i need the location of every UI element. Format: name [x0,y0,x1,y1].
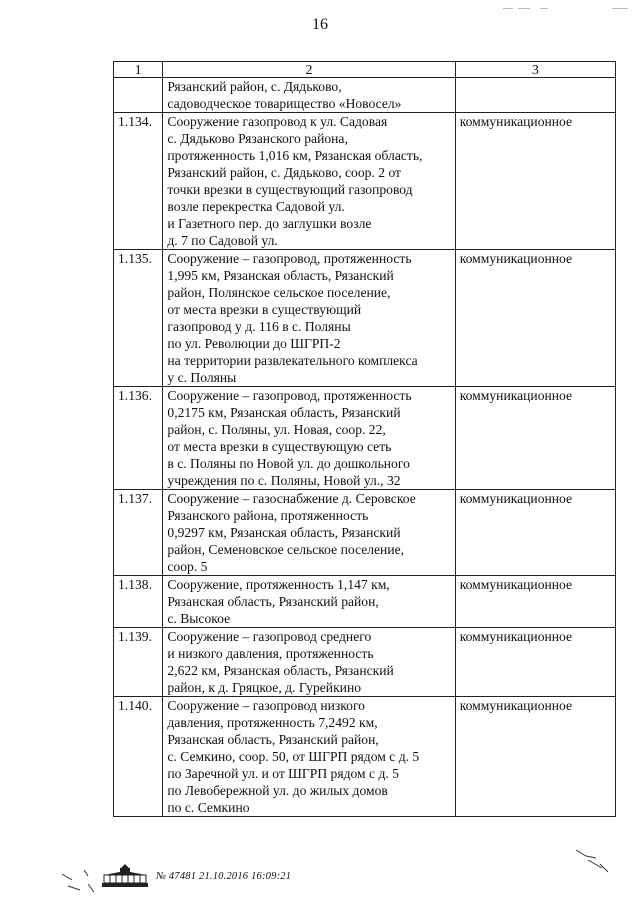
page-number: 16 [312,16,328,33]
right-pen-mark [572,846,612,876]
row-number: 1.136. [114,387,163,490]
row-type: коммуникационное [455,490,615,576]
row-description: Сооружение – газоснабжение д. Серовское Рязанского района, протяженность 0,9297 км, Рязанская область, Рязанский район, Семеновское сельское поселение, соор. 5 [163,490,455,576]
column-header-num: 1 [114,62,163,78]
row-number: 1.137. [114,490,163,576]
row-type: коммуникационное [455,628,615,697]
table-row [114,387,616,490]
row-type: коммуникационное [455,576,615,628]
row-description: Сооружение – газопровод, протяженность 0,2175 км, Рязанская область, Рязанский район, с. Поляны, ул. Новая, соор. 22, от места врезки в существующую сеть в с. Поляны по Новой ул. до дошкольного учреждения по с. Поляны, Новой ул., 32 [163,387,455,490]
table-header-row [114,62,616,78]
table-row [114,78,616,113]
scan-mark [518,8,530,9]
row-number: 1.134. [114,113,163,250]
row-number [114,78,163,113]
table-row [114,697,616,817]
table-row [114,628,616,697]
scan-mark [540,8,548,9]
row-type: коммуникационное [455,697,615,817]
table-row [114,250,616,387]
row-number: 1.139. [114,628,163,697]
scan-mark [503,8,513,9]
row-number: 1.138. [114,576,163,628]
table-row [114,113,616,250]
registration-stamp: № 47481 21.10.2016 16:09:21 [156,870,292,882]
table-row [114,490,616,576]
parliament-building-icon [100,863,150,889]
row-description: Сооружение – газопровод низкого давления, протяженность 7,2492 км, Рязанская область, Рязанский район, с. Семкино, соор. 50, от ШГРП рядом с д. 5 по Заречной ул. и от ШГРП рядом с д. 5 по Левобережной ул. до жилых домов по с. Семкино [163,697,455,817]
row-description: Рязанский район, с. Дядьково, садоводческое товарищество «Новосел» [163,78,455,113]
row-description: Сооружение – газопровод среднего и низкого давления, протяженность 2,622 км, Рязанская область, Рязанский район, к д. Гряцкое, д. Гурейкино [163,628,455,697]
row-type [455,78,615,113]
left-pen-mark [58,866,98,896]
scan-mark [612,8,628,9]
property-table [113,61,616,817]
column-header-desc: 2 [163,62,455,78]
document-footer [100,862,291,890]
row-number: 1.135. [114,250,163,387]
row-description: Сооружение – газопровод, протяженность 1,995 км, Рязанская область, Рязанский район, Полянское сельское поселение, от места врезки в существующий газопровод у д. 116 в с. Поляны по ул. Революции до ШГРП-2 на территории развлекательного комплекса у с. Поляны [163,250,455,387]
row-type: коммуникационное [455,387,615,490]
row-description: Сооружение, протяженность 1,147 км, Рязанская область, Рязанский район, с. Высокое [163,576,455,628]
table-row [114,576,616,628]
row-number: 1.140. [114,697,163,817]
row-description: Сооружение газопровод к ул. Садовая с. Дядьково Рязанского района, протяженность 1,016 км, Рязанская область, Рязанский район, с. Дядьково, соор. 2 от точки врезки в существующий газопровод возле перекрестка Садовой ул. и Газетного пер. до заглушки возле д. 7 по Садовой ул. [163,113,455,250]
column-header-type: 3 [455,62,615,78]
row-type: коммуникационное [455,250,615,387]
row-type: коммуникационное [455,113,615,250]
